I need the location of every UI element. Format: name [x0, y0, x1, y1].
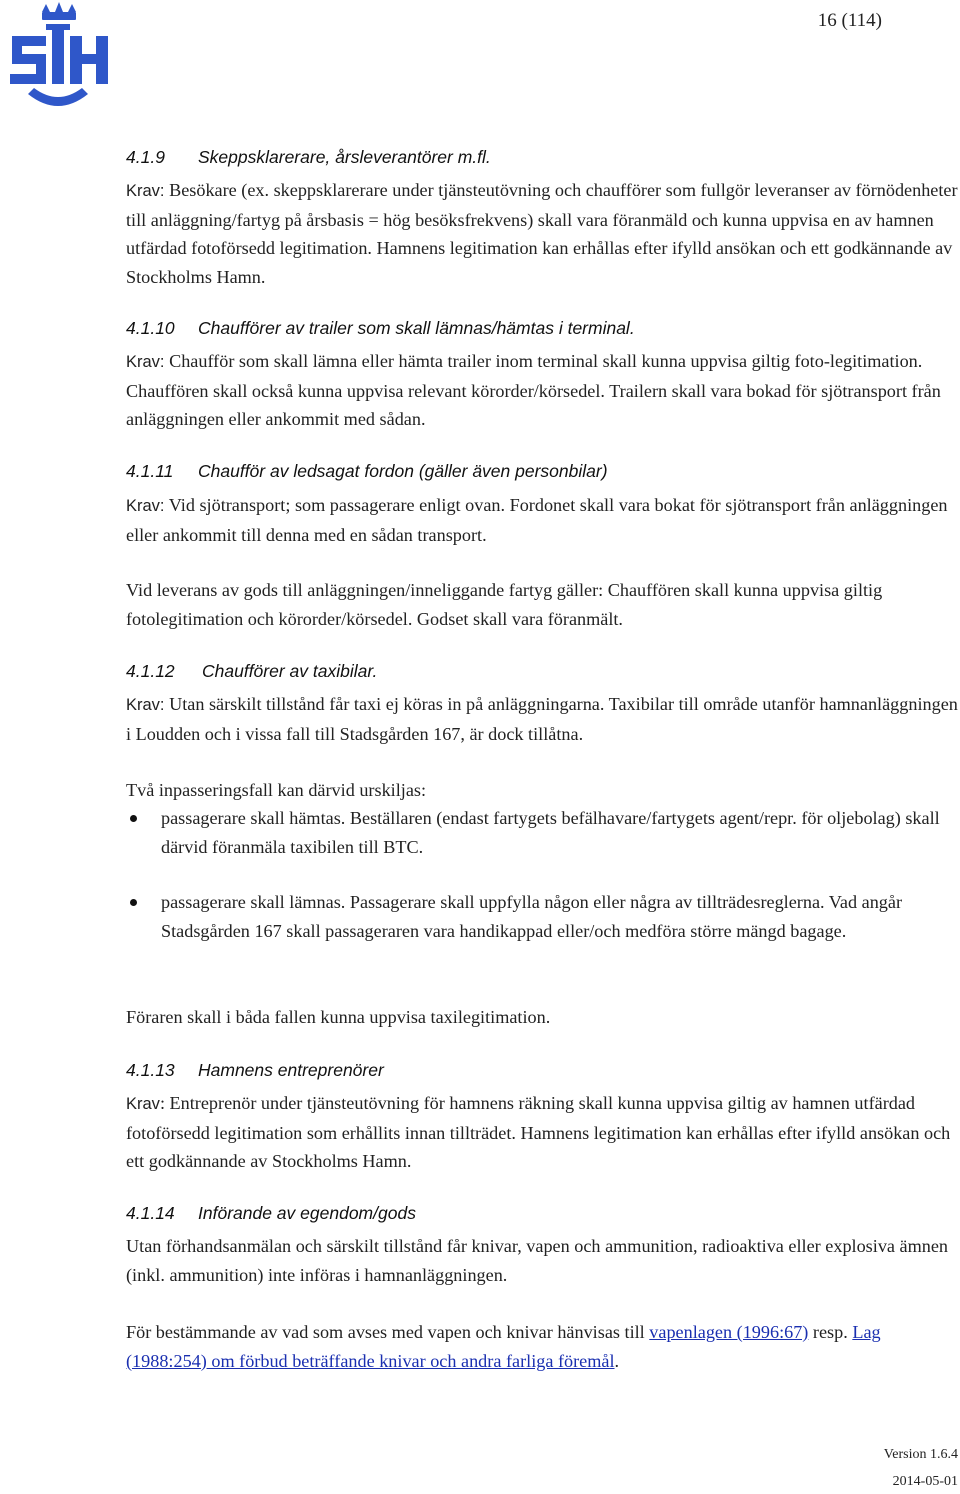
section-heading-4-1-10	[126, 318, 635, 339]
paragraph-4-1-12	[126, 690, 960, 748]
section-number: 4.1.12	[126, 661, 175, 681]
list-item: passagerare skall lämnas. Passagerare skall uppfylla någon eller några av tillträdesreglerna. Vad angår Stadsgården 167 skall passageraren vara handikappad eller/och medföra större mängd bagage.	[161, 892, 903, 941]
paragraph-4-1-14: Utan förhandsanmälan och särskilt tillstånd får knivar, vapen och ammunition, radioaktiva eller explosiva ämnen (inkl. ammunition) inte införas i hamnanläggningen.	[126, 1236, 949, 1285]
section-title: Skeppsklarerare, årsleverantörer m.fl.	[198, 147, 491, 167]
paragraph-text: Besökare (ex. skeppsklarerare under tjänsteutövning och chaufförer som fullgör leveranser av förnödenheter till anläggning/fartyg på årsbasis = hög besöksfrekvens) skall vara föranmäld och kunna uppvisa en av hamnen utfärdad fotoförsedd legitimation. Hamnens legitimation kan erhållas efter ifylld ansökan och ett godkännande av Stockholms Hamn.	[126, 180, 958, 287]
paragraph-outro: Föraren skall i båda fallen kunna uppvisa taxilegitimation.	[126, 1007, 551, 1027]
krav-label: Krav:	[126, 497, 165, 515]
bullet-icon	[130, 899, 137, 906]
section-number: 4.1.11	[126, 461, 174, 481]
page-number: 16 (114)	[817, 10, 882, 31]
list-item: passagerare skall hämtas. Beställaren (endast fartygets befälhavare/fartygets agent/repr. för oljebolag) skall därvid föranmäla taxibilen till BTC.	[161, 808, 940, 857]
section-number: 4.1.13	[126, 1060, 175, 1080]
paragraph-text: : Entreprenör under tjänsteutövning för hamnens räkning skall kunna uppvisa giltig av hamnen utfärdad fotoförsedd legitimation som erhållits innan tillträdet. Hamnens legitimation kan erhållas efter ifylld ansökan och ett godkännande av Stockholms Hamn.	[126, 1093, 951, 1172]
reference-text: .	[614, 1350, 620, 1371]
section-number: 4.1.14	[126, 1203, 175, 1223]
paragraph-text: Vid sjötransport; som passagerare enligt ovan. Fordonet skall vara bokat för sjötransport från anläggningen eller ankommit till denna med en sådan transport.	[126, 495, 948, 545]
paragraph-4-1-11-delivery: Vid leverans av gods till anläggningen/inneliggande fartyg gäller: Chauffören skall kunna uppvisa giltig fotolegitimation och körorder/körsedel. Godset skall vara föranmält.	[126, 580, 883, 629]
sth-logo-icon	[4, 2, 114, 112]
section-title: Hamnens entreprenörer	[198, 1060, 384, 1080]
paragraph-references	[126, 1318, 960, 1375]
version-label: Version 1.6.4	[883, 1447, 958, 1462]
section-heading-4-1-14	[126, 1203, 416, 1224]
section-heading-4-1-12	[126, 661, 377, 682]
paragraph-intro: Två inpasseringsfall kan därvid urskiljas:	[126, 780, 427, 800]
section-heading-4-1-13	[126, 1060, 384, 1081]
paragraph-4-1-13	[126, 1089, 960, 1176]
krav-label: Krav:	[126, 353, 165, 371]
paragraph-text: Utan särskilt tillstånd får taxi ej köras in på anläggningarna. Taxibilar till område utanför hamnanläggningen i Loudden och i vissa fall till Stadsgården 167, är dock tillåtna.	[126, 694, 958, 744]
section-number: 4.1.10	[126, 318, 175, 338]
krav-label: Krav:	[126, 696, 165, 714]
paragraph-4-1-9	[126, 176, 960, 291]
section-title: Chaufförer av trailer som skall lämnas/hämtas i terminal.	[198, 318, 635, 338]
paragraph-4-1-10	[126, 347, 960, 434]
section-title: Chaufför av ledsagat fordon (gäller även personbilar)	[198, 461, 608, 481]
section-title: Chaufförer av taxibilar.	[202, 661, 378, 681]
krav-label: Krav	[126, 1095, 160, 1113]
section-heading-4-1-11	[126, 461, 608, 482]
reference-text: resp.	[808, 1322, 853, 1342]
section-number: 4.1.9	[126, 147, 165, 167]
krav-label: Krav:	[126, 182, 165, 200]
knivlag-link[interactable]: Lag (1988:254) om förbud beträffande knivar och andra farliga föremål	[126, 1322, 881, 1371]
bullet-icon	[130, 815, 137, 822]
paragraph-text: Chaufför som skall lämna eller hämta trailer inom terminal skall kunna uppvisa giltig foto-legitimation. Chauffören skall också kunna uppvisa relevant körorder/körsedel. Trailern skall vara bokad för sjötransport från anläggningen eller ankommit med sådan.	[126, 351, 941, 430]
vapenlagen-link[interactable]: vapenlagen (1996:67)	[649, 1322, 809, 1342]
section-title: Införande av egendom/gods	[198, 1203, 416, 1223]
date-label: 2014-05-01	[892, 1474, 958, 1489]
reference-text: För bestämmande av vad som avses med vapen och knivar hänvisas till	[126, 1322, 650, 1342]
paragraph-4-1-11	[126, 491, 960, 549]
section-heading-4-1-9	[126, 147, 491, 168]
